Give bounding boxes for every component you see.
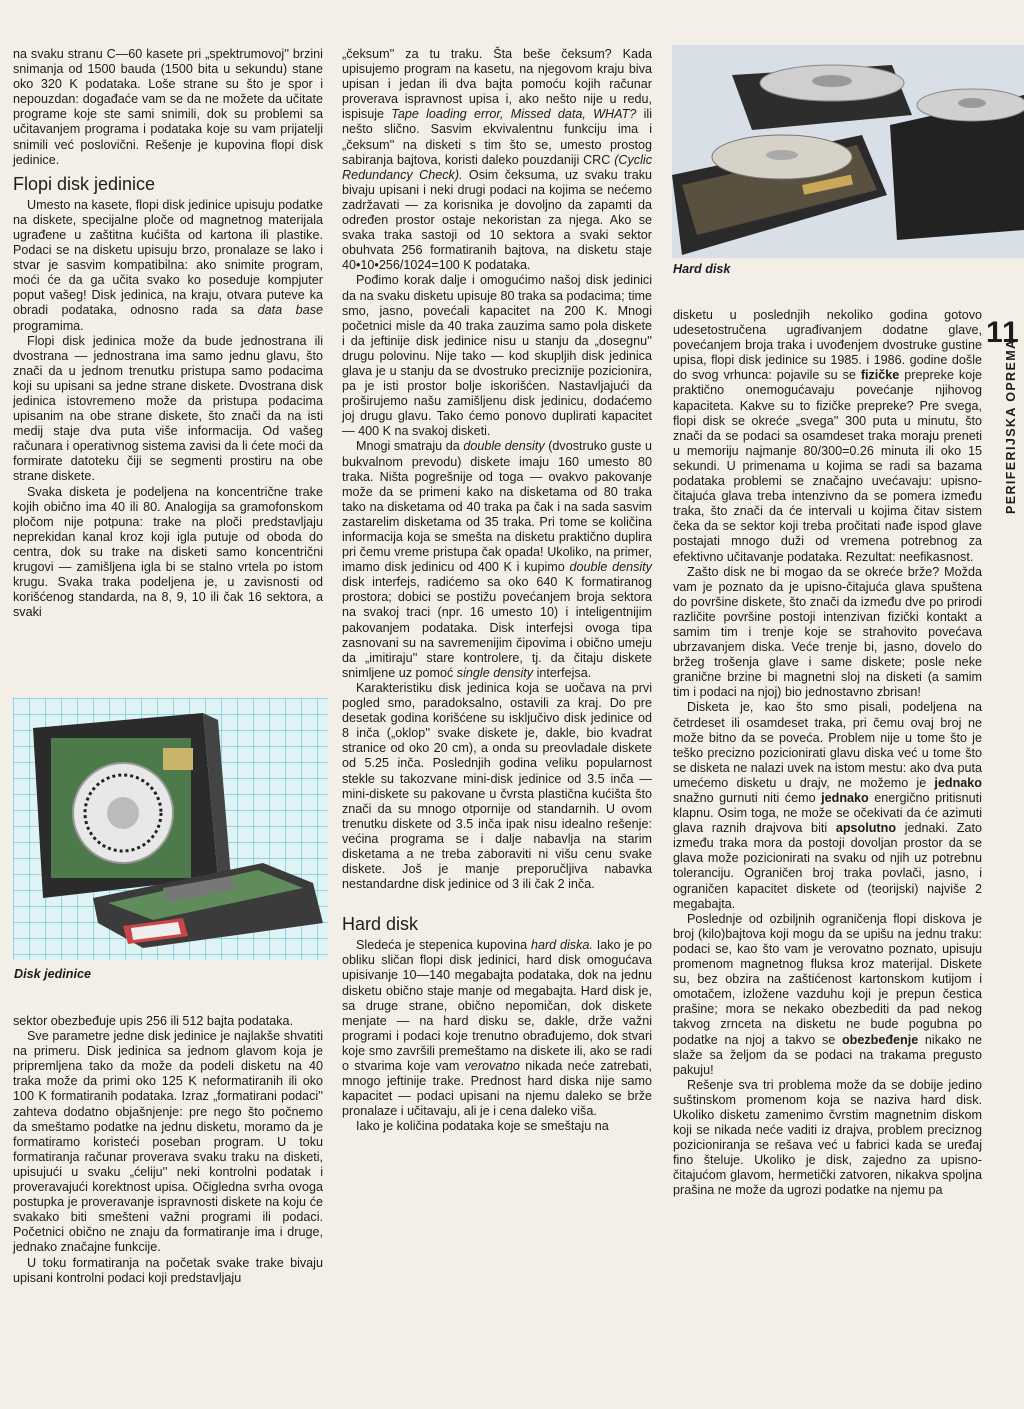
paragraph: Sve parametre jedne disk jedinice je najlakše shvatiti na primeru. Disk jedinica sa jednom glavom koja je pripremljena tako da može da podeli disketu na 40 traka može da primi oko 125 K neformatiranih ili oko 100 K formatiranih podataka. Izraz „formatirani podaci'' zahteva dodatno objašnjenje: pre nego što počnemo da smeštamo podatke na jednu disketu, moramo da je formatiramo koristeći poseban program. U toku formatiranja računar proverava svaku traku na disketi, upisujući u svaku „ćeliju'' neki kontrolni podatak i proveravajući korektnost upisa. Očigledna svrha ovoga postupka je proveravanje ispravnosti diskete na koju će svakako biti smešteni važni programi ili podaci. Početnici obično ne znaju da formatiranje ima i druge, jednako značajne funkcije.: [13, 1029, 323, 1255]
paragraph: Umesto na kasete, flopi disk jedinice upisuju podatke na diskete, specijalne ploče od magnetnog materijala ugrađene u zaštitna kućišta od kartona ili plastike. Podaci se na disketu upisuju brzo, pronalaze se lako i stvar je sasvim kompatibilna: ako snimite program, moći će da ga učita svako ko poseduje kompjuter poput vašeg! Disk jedinica, na kraju, otvara puteve ka obradi podataka, odnosno rada sa data base programima.: [13, 197, 323, 333]
column-3: [673, 308, 982, 1199]
paragraph: Karakteristiku disk jedinica koja se uočava na prvi pogled smo, paradoksalno, ostavili za kraj. Do pre desetak godina korišćene su isključivo disk jedinice od 8 inča („oklop'' svake diskete je, dakle, bio kvadrat stranice od oko 20 cm), a onda su preovladale diskete od 5.25 inča. Poslednjih godina veliku popularnost stekle su takozvane mini-disk jedinice od 3.5 inča — mini-diskete su pakovane u čvrsta plastična kućišta što znači da su mnogo otpornije od standarnih. U ovom trenutku diskete od 3.5 inča ipak nisu idealno rešenje: većina programa se i dalje nabavlja na starim disketama a ne treba zaboraviti ni višu cenu svake diskete. Još je manje preporučljiva nabavka nestandardne disk jedinice od 3 ili čak 2 inča.: [342, 680, 652, 892]
paragraph: Sledeća je stepenica kupovina hard diska. Iako je po obliku sličan flopi disk jedinici, hard disk omogućava upisivanje 10—140 megabajta podataka, dok na jednu disketu obično staje manje od megabajta. Hard disk je, sa druge strane, obično nepomičan, dok diskete menjate — na hard disku se, dakle, drže važni programi i podaci koje trenutno obrađujemo, dok stvari koje smo završili premeštamo na diskete ili, ako se radi o stvarima koje vam verovatno nikada neće zatrebati, mnogo jeftinije trake. Prednost hard diska nije samo kapacitet — podaci upisani na njemu daleko se brže pronalaze i učitavaju, ali je i cena daleko viša.: [342, 938, 653, 1119]
paragraph: Disketa je, kao što smo pisali, podeljena na četrdeset ili osamdeset traka, pri čemu ovaj broj ne može bitno da se poveća. Problem nije u tome što je teško precizno pozicionirati glavu diska već u tome što se disketa ne nalazi uvek na istom mestu: ako dva puta umećemo disketu u drajv, ne možemo je jednako snažno gurnuti niti ćemo jednako energično pritisnuti klapnu. Osim toga, ne može se očekivati da će azimuti glava raznih drajvova biti apsolutno jednaki. Zato između traka mora da postoji dovoljan prostor da se glava može pozicionirati na svaku od njih uz potrebnu toleranciju. Ograničen broj traka povlači, jasno, i ograničen kapacitet diskete od (teorijski) najviše 2 megabajta.: [673, 700, 982, 911]
section-label: PERIFERIJSKA OPREMA: [1004, 338, 1018, 514]
disk-jedinice-photo: [13, 698, 328, 960]
caption-hard-disk: Hard disk: [673, 262, 731, 276]
page-number: 11: [986, 316, 1020, 349]
paragraph: Flopi disk jedinica može da bude jednostrana ili dvostrana — jednostrana ima samo jednu glavu, što znači da u jednom trenutku pristupa samo podacima koji su upisani sa jedne strane diskete. Dvostrana disk jedinica istovremeno može da pristupa podacima upisanim na obe strane diskete, što znači da na isti medij staje dva puta više informacija. Od vašeg računara i operativnog sistema zavisi da li ćete moći da formirate datoteku čiji se segmenti prostiru na obe strane diskete.: [13, 333, 323, 484]
paragraph: Svaka disketa je podeljena na koncentrične trake kojih obično ima 40 ili 80. Analogija sa gramofonskom pločom nije potpuna: trake na ploči predstavljaju neprekidan kanal kroz koji igla putuje od oboda do centra, dok su trake na disketi samo koncentrični krugovi — zamišljena igla bi se stalno vrtela po istom krugu. Svaka traka podeljena je, u zavisnosti od korišćenog standarda, na 8, 9, 10 ili čak 16 sektora, a svaki: [13, 484, 323, 620]
column-1-top: [13, 47, 323, 620]
paragraph: U toku formatiranja na početak svake trake bivaju upisani kontrolni podaci koji predstavljaju: [13, 1255, 323, 1285]
paragraph: na svaku stranu C—60 kasete pri „spektrumovoj'' brzini snimanja od 1500 bauda (1500 bita u sekundu) stane oko 320 K podataka. Loše strane su što je spor i nepouzdan: događaće vam se da ne možete da učitate programe koje ste sami snimili, dok su problemi sa učitavanjem programa i podataka koje su vam prijatelji snimili već poslovični. Rešenje je kupovina flopi disk jedinice.: [13, 47, 323, 167]
hard-disk-photo: [672, 45, 1024, 258]
caption-disk-jedinice: Disk jedinice: [14, 967, 91, 981]
paragraph: Pođimo korak dalje i omogućimo našoj disk jedinici da na svaku disketu upisuje 80 traka sa podacima; time smo, jasno, povećali kapacitet na 200 K. Mnogi početnici misle da 40 traka zauzima samo pola diskete i da jeftinije disk jedinice nisu u stanju da „dosegnu'' drugu polovinu. Nije tako — kod skupljih disk jedinica glava je u stanju da se dvostruko preciznije pozicionira, pa je isti prostor bolje iskorišćen. Nastavljajući da proširujemo našu zamišljenu disk jedinicu, dodaćemo joj drugu glavu. Tako ćemo ponovo duplirati kapacitet — 400 K na svakoj disketi.: [342, 273, 652, 439]
paragraph: Iako je količina podataka koje se smeštaju na: [356, 1119, 609, 1134]
heading-flopi: Flopi disk jedinice: [13, 173, 156, 194]
paragraph: „čeksum'' za tu traku. Šta beše čeksum? Kada upisujemo program na kasetu, na njegovom kraju biva upisan i jedan ili dva bajta pomoću kojih računar proverava ispravnost upisa i, ako nešto nije u redu, ispisuje Tape loading error, Missed data, WHAT? ili nešto slično. Sasvim ekvivalentnu funkciju ima i „čeksum'' na disketi s tim što se, umesto prostog sabiranja bajtova, koristi daleko pouzdaniji CRC (Cyclic Redundancy Check). Osim čeksuma, uz svaku traku bivaju upisani i neki drugi podaci na kojima se nećemo zadržavati — za korisnika je dovoljno da zapamti da određen prostor ostaje nekoristan za njega. Ako se svaka traka sastoji od 10 sektora a svaki sektor obuhvata 256 formatiranih bajtova, na disketu staje 40•10•256/1024=100 K podataka.: [342, 47, 652, 273]
paragraph: Poslednje od ozbiljnih ograničenja flopi diskova je broj (kilo)bajtova koji mogu da se upišu na jednu traku: podaci se, kao što vam je verovatno poznato, upisuju promenom magnetnog fluksa kroz materijal. Diskete su, bez obzira na zaštićenost kartonskom kutijom i omotačem, izložene vazduhu koji je prepun čestica prašine; mora se nekako obezbediti da pad nekog takvog zrnceta na disketu ne bude pogubna po podatke na njoj a takvo se obezbeđenje nikako ne slaže sa željom da se podaci na trakama pregusto pakuju!: [673, 911, 982, 1077]
disk-drive-illustration: [13, 698, 328, 960]
column-2: [342, 47, 652, 1134]
paragraph: disketu u poslednjih nekoliko godina gotovo udesetostručena ugrađivanjem dodatne glave, povećanjem broja traka i uvođenjem dvostruke gustine upisa, flopi disk jedinice su 1985. i 1986. godine došle do svog vrhunca: pojavile su se fizičke prepreke koje praktično onemogućavaju povećanje njihovog kapaciteta. Kakve su to fizičke prepreke? Pre svega, flopi disk se okreće „svega'' 300 puta u minutu, što znači da se podaci sa osamdeset traka moraju preneti u memoriju najmanje 80/300=0.26 minuta ili oko 15 sekundi. U primenama u kojima se radi sa bazama podataka problemi se značajno uvećavaju: upisno-čitajuća glava treba intenzivno da se pomera između traka, što znači da će intervali u kojima čitav sistem čeka da se sektor koji treba pročitati nađe ispod glave postajati mnogo duži od vremena potrebnog za efektivno učitavanje podataka. Rezultat: neefikasnost.: [673, 308, 982, 564]
paragraph: Zašto disk ne bi mogao da se okreće brže? Možda vam je poznato da je upisno-čitajuća glava spuštena do površine diskete, što znači da između dve po prirodi različite površine postoji intenzivan fizički kontakt a samim tim i trenje koje se strahovito povećava ubrzavanjem diska. Veće trenje bi, jasno, dovelo do bržeg trošenja glave i same diskete; posle neke granične brzine bi magnetni sloj na disketi (a samim tim i podaci na njoj) bio jednostavno zbrisan!: [673, 564, 982, 700]
column-1-bottom: [13, 1014, 323, 1286]
paragraph: Mnogi smatraju da double density (dvostruko guste u bukvalnom prevodu) diskete imaju 160 umesto 80 traka. Ništa pogrešnije od toga — ovakvo pakovanje može da se primeni kako na disketama od 80 traka tako na disketama od 40 traka pa čak i na sada sasvim zastarelim disketama od 35 traka. Pri tome se količina informacija koja se smešta na disketu praktično duplira pri čemu vreme pristupa čak opada! Ukoliko, na primer, imamo disk jedinicu od 400 K i kupimo double density disk interfejs, radićemo sa oko 640 K formatiranog prostora; dobici se postižu povećanjem broja sektora na svakoj traci (npr. 16 umesto 10) i inteligentnijim pakovanjem podataka. Disk interfejsi ovoga tipa zasnovani su na savremenijim čipovima i obično umeju da „imitiraju'' stare kontrolere, tj. da čitaju diskete snimljene uz pomoć single density interfejsa.: [342, 439, 652, 680]
heading-hard-disk: Hard disk: [342, 914, 419, 935]
paragraph: Rešenje sva tri problema može da se dobije jedino suštinskom promenom koja se naziva hard disk. Ukoliko disketu zamenimo čvrstim magnetnim diskom koji se nikada neće vaditi iz drajva, problem preciznog pozicioniranja se rešava već u fabrici kada se uređaj fino šteluje. Ukoliko je disk, zajedno za upisno-čitajućom glavom, hermetički zatvoren, nikakva spoljna prašina ne može da ugrozi podatke na njemu pa: [673, 1077, 982, 1198]
hard-disk-illustration: [672, 45, 1024, 258]
paragraph: sektor obezbeđuje upis 256 ili 512 bajta podataka.: [13, 1014, 294, 1028]
